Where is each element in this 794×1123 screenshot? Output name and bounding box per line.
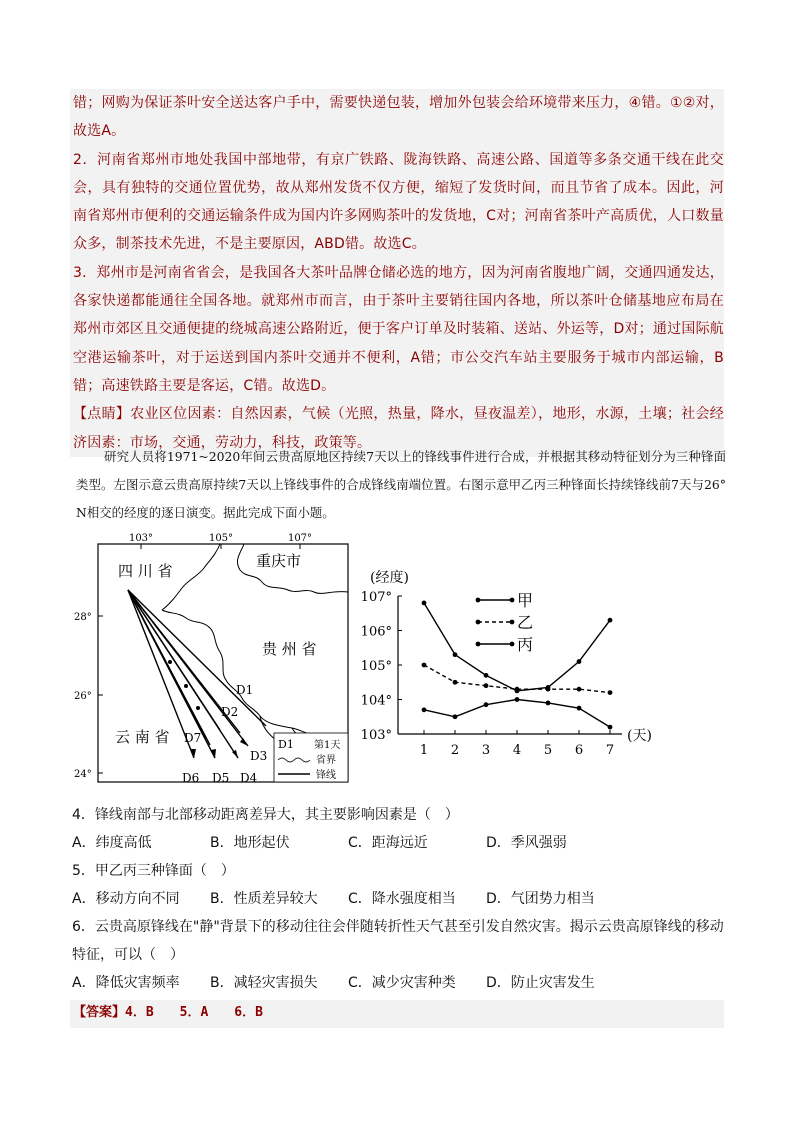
series-point-丙 <box>422 707 427 712</box>
q6-option-c[interactable]: C．减少灾害种类 <box>348 975 456 991</box>
legend-dot <box>510 620 515 625</box>
question-5-options <box>72 885 624 913</box>
answer-explanation-block <box>70 89 724 457</box>
series-point-甲 <box>453 652 458 657</box>
x-tick-label: 3 <box>481 743 491 758</box>
question-6-stem: 6．云贵高原锋线在"静"背景下的移动往往会伴随转折性天气甚至引发自然灾害。揭示云贵高原锋线的移动特征，可以（ ） <box>72 919 724 963</box>
lon-tick-107: 107° <box>287 533 313 544</box>
lat-tick-28: 28° <box>74 612 92 623</box>
x-tick-label: 6 <box>574 743 584 758</box>
question-4-options <box>72 829 624 857</box>
lat-tick-24: 24° <box>74 769 92 780</box>
series-point-甲 <box>422 601 427 606</box>
y-tick-label: 106° <box>360 624 392 640</box>
y-tick-label: 103° <box>360 728 392 743</box>
series-point-乙 <box>453 680 458 685</box>
series-point-丙 <box>546 701 551 706</box>
front-label-d4: D4 <box>240 771 258 785</box>
x-tick-label: 7 <box>605 743 615 758</box>
front-label-d5: D5 <box>212 771 230 785</box>
legend-dot <box>476 620 481 625</box>
series-point-乙 <box>577 687 582 692</box>
series-point-丙 <box>577 706 582 711</box>
answer-tip: 【点睛】农业区位因素：自然因素，气候（光照，热量，降水，昼夜温差），地形，水源，土壤；社会经济因素：市场，交通，劳动力，科技，政策等。 <box>73 406 724 451</box>
answer-paragraph-1: 错；网购为保证茶叶安全送达客户手中，需要快递包装，增加外包装会给环境带来压力，④错。①②对，故选A。 <box>73 95 724 140</box>
question-4-stem: 4．锋线南部与北部移动距离差异大，其主要影响因素是（ ） <box>72 807 459 823</box>
answer-paragraph-3: 3．郑州市是河南省省会，是我国各大茶叶品牌仓储必选的地方，因为河南省腹地广阔，交通四通发达，各家快递都能通往全国各地。就郑州市而言，由于茶叶主要销往国内各地，所以茶叶仓储基地应布局在郑州市郊区且交通便捷的绕城高速公路附近，便于客户订单及时装箱、送站、外运等，D对；通过国际航空港运输茶叶，对于运送到国内茶叶交通并不便利，A错；市公交汽车站主要服务于城市内部运输，B错；高速铁路主要是客运，C错。故选D。 <box>73 264 724 394</box>
q5-option-c[interactable]: C．降水强度相当 <box>348 891 456 907</box>
legend-label-丙: 丙 <box>517 635 534 654</box>
x-tick-label: 1 <box>419 743 429 758</box>
series-point-甲 <box>577 659 582 664</box>
chart-x-label: (天) <box>627 728 652 744</box>
legend-front-line: 锋线 <box>316 770 336 781</box>
series-point-乙 <box>484 683 489 688</box>
front-label-d3: D3 <box>250 749 268 763</box>
series-point-丙 <box>453 714 458 719</box>
series-point-乙 <box>515 687 520 692</box>
q5-option-b[interactable]: B．性质差异较大 <box>210 891 318 907</box>
legend-first-day: 第1天 <box>314 740 341 751</box>
front-label-d2: D2 <box>221 705 239 719</box>
x-tick-label: 2 <box>450 743 460 758</box>
series-point-丙 <box>608 725 613 730</box>
q4-option-a[interactable]: A．纬度高低 <box>72 835 152 851</box>
legend-dot <box>510 598 515 603</box>
answer-key-box <box>70 1000 724 1028</box>
chart-legend <box>476 591 533 654</box>
lat-tick-26: 26° <box>74 691 92 702</box>
question-6-options <box>72 969 624 997</box>
series-point-甲 <box>608 618 613 623</box>
front-label-d6: D6 <box>182 771 200 785</box>
x-tick-label: 5 <box>543 743 553 758</box>
front-label-d1: D1 <box>236 683 254 697</box>
lon-tick-105: 105° <box>208 533 234 544</box>
region-guizhou: 贵 州 省 <box>262 640 317 658</box>
legend-dot <box>476 642 481 647</box>
map-legend <box>274 733 348 782</box>
series-point-丙 <box>515 697 520 702</box>
longitude-evolution-chart <box>360 560 680 760</box>
question-5-stem: 5．甲乙丙三种锋面（ ） <box>72 863 235 879</box>
answer-key: 【答案】4．B 5．A 6．B <box>73 1005 263 1020</box>
series-line-丙 <box>424 700 610 728</box>
series-point-丙 <box>484 702 489 707</box>
q5-option-d[interactable]: D．气团势力相当 <box>486 891 595 907</box>
legend-province-border: 省界 <box>316 755 336 766</box>
lon-tick-103: 103° <box>128 533 154 544</box>
legend-label-乙: 乙 <box>517 613 534 632</box>
q5-option-a[interactable]: A．移动方向不同 <box>72 891 180 907</box>
q4-option-b[interactable]: B．地形起伏 <box>210 835 290 851</box>
region-yunnan: 云 南 省 <box>115 728 170 746</box>
series-point-乙 <box>546 687 551 692</box>
legend-dot <box>510 642 515 647</box>
region-chongqing: 重庆市 <box>256 552 302 570</box>
question-intro: 研究人员将1971~2020年间云贵高原地区持续7天以上的锋线事件进行合成，并根据其移动特征划分为三种锋面类型。左图示意云贵高原持续7天以上锋线事件的合成锋线南端位置。右图示意甲乙丙三种锋面长持续锋线前7天与26° N相交的经度的逐日演变。据此完成下面小题。 <box>76 449 726 520</box>
q4-option-c[interactable]: C．距海远近 <box>348 835 428 851</box>
q6-option-b[interactable]: B．减轻灾害损失 <box>210 975 318 991</box>
legend-label-甲: 甲 <box>517 591 534 610</box>
legend-d1: D1 <box>278 738 294 751</box>
region-sichuan: 四 川 省 <box>118 562 173 580</box>
q4-option-d[interactable]: D．季风强弱 <box>486 835 567 851</box>
front-label-d7: D7 <box>184 731 202 745</box>
x-tick-label: 4 <box>512 743 522 758</box>
y-tick-label: 107° <box>360 590 392 605</box>
series-point-乙 <box>608 690 613 695</box>
q6-option-a[interactable]: A．降低灾害频率 <box>72 975 180 991</box>
legend-dot <box>476 598 481 603</box>
answer-paragraph-2: 2．河南省郑州市地处我国中部地带，有京广铁路、陇海铁路、高速公路、国道等多条交通干线在此交会，具有独特的交通位置优势，故从郑州发货不仅方便，缩短了发货时间，而且节省了成本。因此，河南省郑州市便利的交通运输条件成为国内许多网购茶叶的发货地，C对；河南省茶叶产高质优，人口数量众多，制茶技术先进，不是主要原因，ABD错。故选C。 <box>73 151 724 253</box>
q6-option-d[interactable]: D．防止灾害发生 <box>486 975 595 991</box>
chart-y-label: (经度) <box>370 570 409 586</box>
series-point-乙 <box>422 663 427 668</box>
front-location-map <box>70 530 360 792</box>
y-tick-label: 104° <box>360 693 392 709</box>
y-tick-label: 105° <box>360 659 392 674</box>
series-point-甲 <box>484 673 489 678</box>
